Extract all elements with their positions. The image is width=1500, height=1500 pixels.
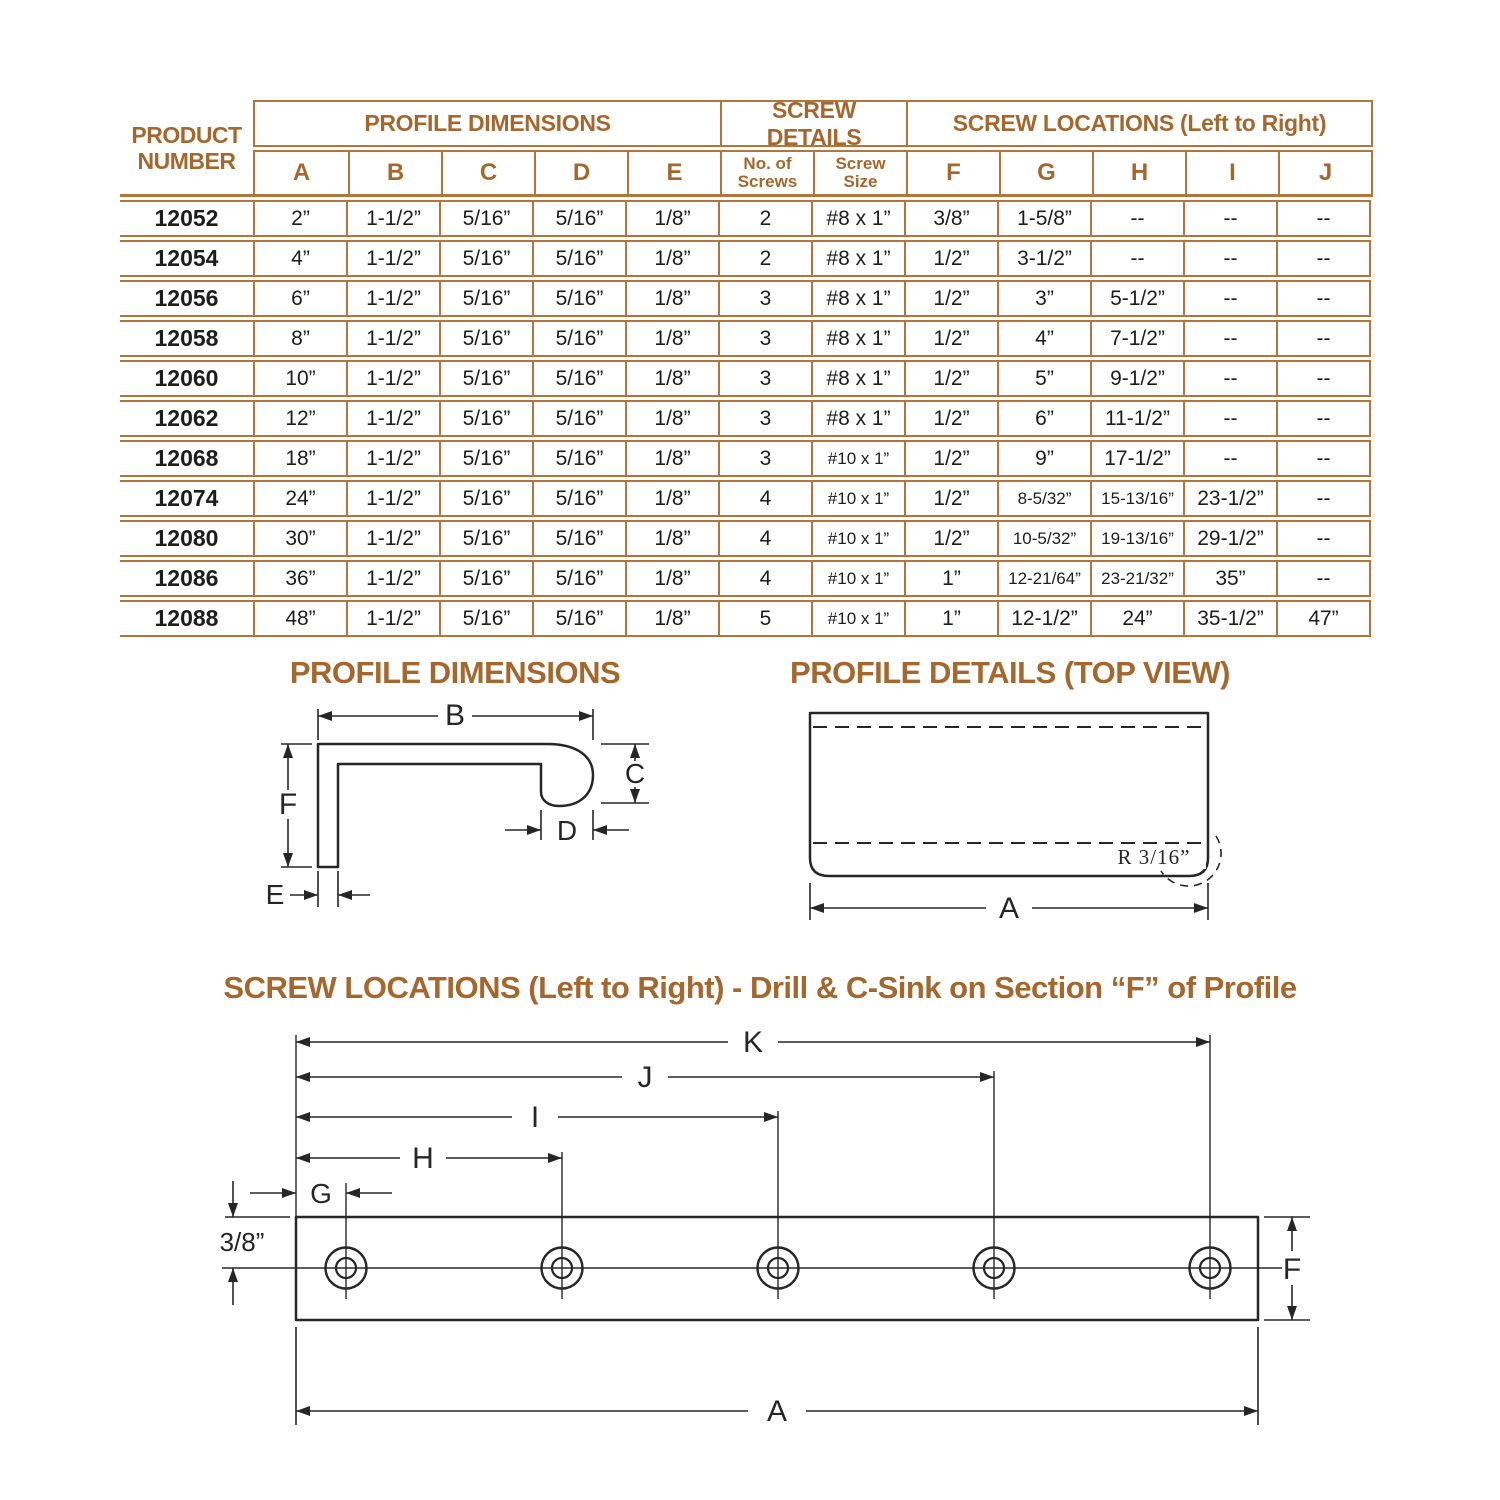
table-row <box>120 520 1371 557</box>
column-header-row <box>253 150 1373 194</box>
value-cell: -- <box>1276 482 1369 515</box>
value-cell: 30” <box>253 522 346 555</box>
value-cell: 23-21/32” <box>1090 562 1183 595</box>
column-header-e: E <box>627 152 720 194</box>
product-number-cell: 12080 <box>154 525 219 551</box>
value-cell: 1/8” <box>625 242 718 275</box>
dim-label-b: B <box>444 699 466 732</box>
value-cell: -- <box>1090 202 1183 235</box>
value-cell: 1” <box>904 562 997 595</box>
value-cell: 6” <box>253 282 346 315</box>
value-cell: 2” <box>253 202 346 235</box>
value-cell: 5/16” <box>439 442 532 475</box>
table-header <box>120 96 1373 197</box>
table-row <box>120 360 1371 397</box>
value-cell: 8-5/32” <box>997 482 1090 515</box>
value-cell: 1-1/2” <box>346 562 439 595</box>
value-cell: #8 x 1” <box>811 242 904 275</box>
value-cell: -- <box>1183 202 1276 235</box>
group-header-0: PROFILE DIMENSIONS <box>364 110 611 136</box>
value-cell: -- <box>1276 522 1369 555</box>
product-number-cell: 12058 <box>154 325 219 351</box>
value-cell: 1/8” <box>625 362 718 395</box>
radius-label: R 3/16” <box>1117 845 1191 869</box>
value-cell: 5/16” <box>439 202 532 235</box>
value-cell: 17-1/2” <box>1090 442 1183 475</box>
product-number-cell: 12060 <box>154 365 219 391</box>
value-cell: #10 x 1” <box>811 442 904 475</box>
dim-label-d: D <box>556 815 578 846</box>
value-cell: 1/8” <box>625 282 718 315</box>
value-cell: 3 <box>718 322 811 355</box>
value-cell: 24” <box>1090 602 1183 635</box>
dim-label-c: C <box>624 758 646 789</box>
value-cell: 5/16” <box>532 322 625 355</box>
value-cell: 5/16” <box>439 522 532 555</box>
dim-label-i: I <box>530 1101 540 1134</box>
value-cell: 5/16” <box>439 242 532 275</box>
value-cell: 5/16” <box>532 602 625 635</box>
column-header-f: F <box>906 152 999 194</box>
dim-label-h: H <box>412 1142 434 1175</box>
dim-label-k: K <box>742 1026 764 1059</box>
value-cell: 1/2” <box>904 322 997 355</box>
value-cell: 1” <box>904 602 997 635</box>
dim-label-a: A <box>998 892 1020 925</box>
value-cell: -- <box>1276 242 1369 275</box>
value-cell: 1/2” <box>904 442 997 475</box>
header-divider <box>120 194 1373 197</box>
value-cell: 47” <box>1276 602 1369 635</box>
value-cell: 1/2” <box>904 282 997 315</box>
value-cell: 1/8” <box>625 202 718 235</box>
dim-label-offset: 3/8” <box>219 1227 265 1257</box>
value-cell: 35-1/2” <box>1183 602 1276 635</box>
table-row <box>120 280 1371 317</box>
table-row <box>120 440 1371 477</box>
table-row <box>120 400 1371 437</box>
value-cell: 5/16” <box>439 562 532 595</box>
value-cell: -- <box>1276 562 1369 595</box>
value-cell: 3” <box>997 282 1090 315</box>
value-cell: -- <box>1276 322 1369 355</box>
value-cell: 8” <box>253 322 346 355</box>
product-number-cell: 12056 <box>154 285 219 311</box>
value-cell: -- <box>1276 442 1369 475</box>
column-header-screwsize: Screw Size <box>813 152 906 194</box>
table-row <box>120 200 1371 237</box>
profile-top-view-title: PROFILE DETAILS (TOP VIEW) <box>790 655 1230 690</box>
value-cell: 19-13/16” <box>1090 522 1183 555</box>
column-header-noofscrews: No. of Screws <box>720 152 813 194</box>
dim-label-f: F <box>1282 1253 1302 1286</box>
product-number-cell: 12062 <box>154 405 219 431</box>
product-number-cell: 12086 <box>154 565 219 591</box>
value-cell: 1-1/2” <box>346 362 439 395</box>
value-cell: 5/16” <box>439 322 532 355</box>
value-cell: 5/16” <box>532 362 625 395</box>
value-cell: 5/16” <box>439 482 532 515</box>
value-cell: 1/2” <box>904 242 997 275</box>
screw-locations-drawing <box>200 1025 1360 1445</box>
value-cell: 5/16” <box>532 522 625 555</box>
dim-label-g: G <box>310 1178 332 1209</box>
value-cell: 12-21/64” <box>997 562 1090 595</box>
profile-dimensions-drawing <box>255 697 655 927</box>
value-cell: 5/16” <box>532 242 625 275</box>
value-cell: 5/16” <box>439 402 532 435</box>
value-cell: 5/16” <box>532 482 625 515</box>
value-cell: 1/8” <box>625 482 718 515</box>
product-number-cell: 12074 <box>154 485 219 511</box>
group-header-row <box>253 96 1373 150</box>
value-cell: 5/16” <box>439 282 532 315</box>
value-cell: 5-1/2” <box>1090 282 1183 315</box>
value-cell: 1/2” <box>904 482 997 515</box>
value-cell: -- <box>1183 322 1276 355</box>
value-cell: 1/8” <box>625 322 718 355</box>
value-cell: 1-1/2” <box>346 202 439 235</box>
value-cell: 3-1/2” <box>997 242 1090 275</box>
column-header-b: B <box>348 152 441 194</box>
value-cell: 2 <box>718 202 811 235</box>
value-cell: #10 x 1” <box>811 562 904 595</box>
value-cell: 6” <box>997 402 1090 435</box>
value-cell: 10-5/32” <box>997 522 1090 555</box>
value-cell: 1/8” <box>625 602 718 635</box>
value-cell: -- <box>1183 402 1276 435</box>
value-cell: 24” <box>253 482 346 515</box>
value-cell: 29-1/2” <box>1183 522 1276 555</box>
value-cell: 5/16” <box>532 202 625 235</box>
value-cell: 4 <box>718 562 811 595</box>
value-cell: 1-1/2” <box>346 522 439 555</box>
value-cell: -- <box>1183 242 1276 275</box>
value-cell: 1/8” <box>625 442 718 475</box>
value-cell: 3 <box>718 282 811 315</box>
value-cell: 5/16” <box>439 362 532 395</box>
column-header-c: C <box>441 152 534 194</box>
value-cell: 1-1/2” <box>346 282 439 315</box>
value-cell: 3 <box>718 442 811 475</box>
value-cell: 5/16” <box>532 282 625 315</box>
value-cell: 4 <box>718 482 811 515</box>
group-header-2: SCREW LOCATIONS (Left to Right) <box>906 102 1371 145</box>
value-cell: #10 x 1” <box>811 482 904 515</box>
product-number-cell: 12052 <box>154 205 219 231</box>
profile-dimensions-title: PROFILE DIMENSIONS <box>289 655 621 690</box>
table-row <box>120 240 1371 277</box>
value-cell: 3 <box>718 362 811 395</box>
profile-top-view-drawing <box>790 700 1230 935</box>
screw-locations-title: SCREW LOCATIONS (Left to Right) - Drill & C-Sink on Section “F” of Profile <box>223 970 1297 1005</box>
value-cell: -- <box>1183 362 1276 395</box>
value-cell: 12” <box>253 402 346 435</box>
value-cell: 9-1/2” <box>1090 362 1183 395</box>
value-cell: 5” <box>997 362 1090 395</box>
value-cell: 1/2” <box>904 362 997 395</box>
value-cell: 4” <box>997 322 1090 355</box>
value-cell: #8 x 1” <box>811 402 904 435</box>
column-header-j: J <box>1278 152 1371 194</box>
value-cell: 9” <box>997 442 1090 475</box>
column-header-h: H <box>1092 152 1185 194</box>
value-cell: 15-13/16” <box>1090 482 1183 515</box>
value-cell: 18” <box>253 442 346 475</box>
value-cell: 1-1/2” <box>346 482 439 515</box>
table-row <box>120 560 1371 597</box>
dim-label-e: E <box>265 879 285 910</box>
column-header-a: A <box>292 159 311 186</box>
value-cell: 11-1/2” <box>1090 402 1183 435</box>
value-cell: 1/8” <box>625 562 718 595</box>
value-cell: 1/8” <box>625 402 718 435</box>
value-cell: 23-1/2” <box>1183 482 1276 515</box>
value-cell: 1/2” <box>904 402 997 435</box>
value-cell: 10” <box>253 362 346 395</box>
value-cell: 5/16” <box>532 442 625 475</box>
value-cell: 1/8” <box>625 522 718 555</box>
value-cell: 1-5/8” <box>997 202 1090 235</box>
value-cell: 4 <box>718 522 811 555</box>
value-cell: 4” <box>253 242 346 275</box>
value-cell: #8 x 1” <box>811 282 904 315</box>
value-cell: 5 <box>718 602 811 635</box>
dim-label-f: F <box>278 788 298 821</box>
column-header-d: D <box>534 152 627 194</box>
value-cell: #10 x 1” <box>811 602 904 635</box>
product-number-cell: 12068 <box>154 445 219 471</box>
value-cell: #8 x 1” <box>811 322 904 355</box>
value-cell: 1/2” <box>904 522 997 555</box>
column-header-g: G <box>999 152 1092 194</box>
value-cell: -- <box>1276 402 1369 435</box>
value-cell: 48” <box>253 602 346 635</box>
value-cell: -- <box>1276 202 1369 235</box>
value-cell: -- <box>1183 282 1276 315</box>
value-cell: 1-1/2” <box>346 442 439 475</box>
table-row <box>120 320 1371 357</box>
value-cell: 2 <box>718 242 811 275</box>
table-row <box>120 480 1371 517</box>
value-cell: 1-1/2” <box>346 602 439 635</box>
group-header-1: SCREW DETAILS <box>720 102 906 145</box>
value-cell: 35” <box>1183 562 1276 595</box>
product-number-header: PRODUCT NUMBER <box>131 122 242 174</box>
value-cell: 3/8” <box>904 202 997 235</box>
dim-label-a: A <box>766 1395 788 1428</box>
value-cell: 7-1/2” <box>1090 322 1183 355</box>
value-cell: -- <box>1276 362 1369 395</box>
value-cell: -- <box>1183 442 1276 475</box>
value-cell: 1-1/2” <box>346 322 439 355</box>
value-cell: 1-1/2” <box>346 402 439 435</box>
dim-label-j: J <box>637 1061 653 1094</box>
product-number-cell: 12088 <box>154 605 219 631</box>
value-cell: #10 x 1” <box>811 522 904 555</box>
spec-table <box>120 96 1373 637</box>
value-cell: 5/16” <box>439 602 532 635</box>
product-number-cell: 12054 <box>154 245 219 271</box>
value-cell: -- <box>1276 282 1369 315</box>
value-cell: 1-1/2” <box>346 242 439 275</box>
value-cell: -- <box>1090 242 1183 275</box>
value-cell: 5/16” <box>532 562 625 595</box>
value-cell: #8 x 1” <box>811 362 904 395</box>
value-cell: #8 x 1” <box>811 202 904 235</box>
profile-outline <box>318 744 593 867</box>
value-cell: 12-1/2” <box>997 602 1090 635</box>
table-row <box>120 600 1371 637</box>
table-body <box>120 200 1373 637</box>
value-cell: 5/16” <box>532 402 625 435</box>
value-cell: 36” <box>253 562 346 595</box>
column-header-i: I <box>1185 152 1278 194</box>
value-cell: 3 <box>718 402 811 435</box>
